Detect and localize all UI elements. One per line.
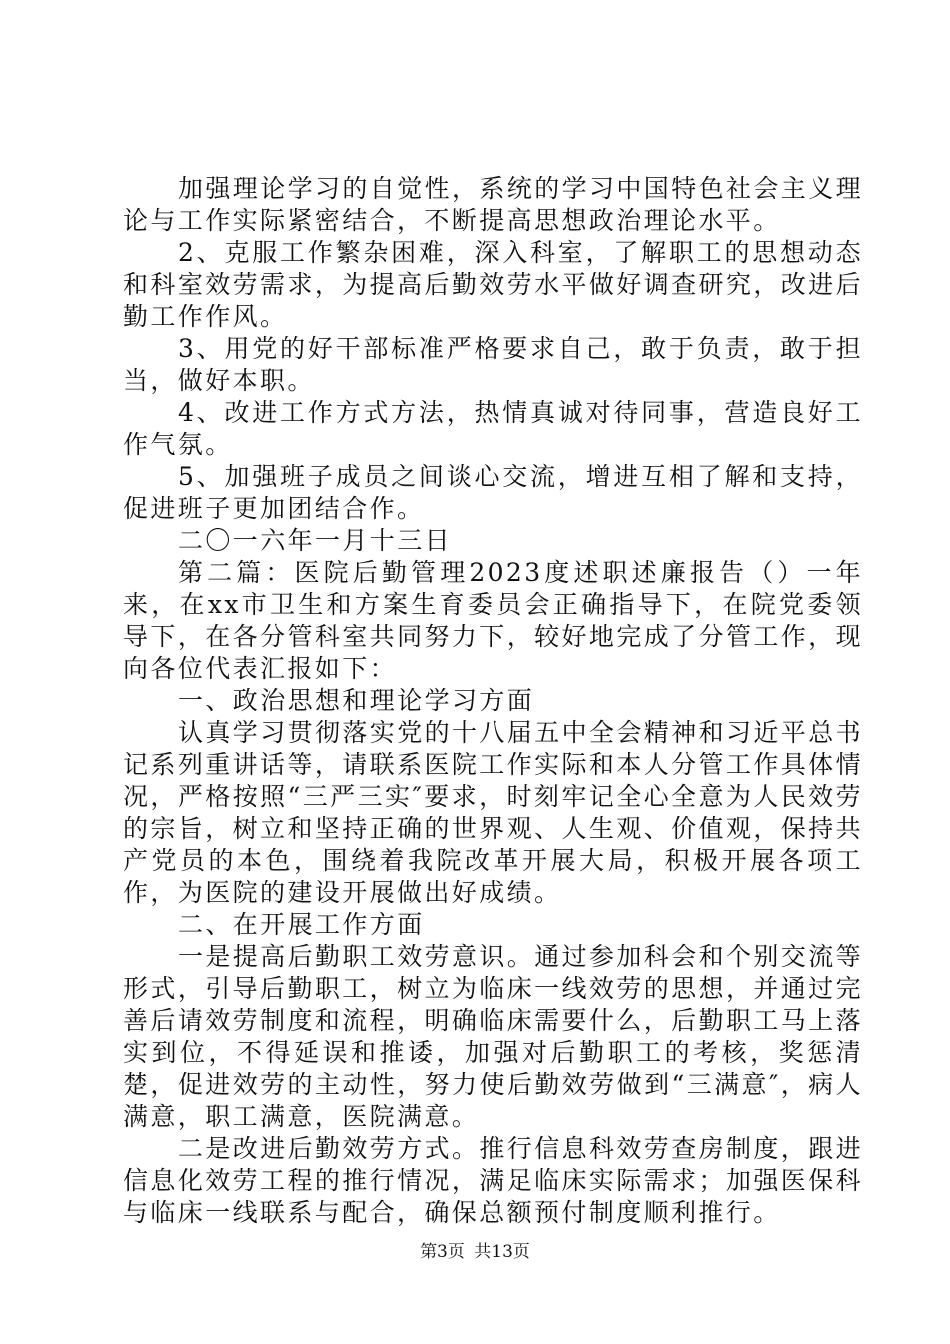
- paragraph: 5、加强班子成员之间谈心交流，增进互相了解和支持，促进班子更加团结合作。: [123, 462, 863, 523]
- paragraph: 二是改进后勤效劳方式。推行信息科效劳查房制度，跟进信息化效劳工程的推行情况，满足临床实际需求；加强医保科与临床一线联系与配合，确保总额预付制度顺利推行。: [123, 1134, 864, 1227]
- paragraph: 3、用党的好干部标准严格要求自己，敢于负责，敢于担当，做好本职。: [123, 334, 863, 395]
- paragraph: 加强理论学习的自觉性，系统的学习中国特色社会主义理论与工作实际紧密结合，不断提高思想政治理论水平。: [123, 174, 864, 235]
- date-line: 二〇一六年一月十三日: [178, 526, 453, 555]
- page-footer: [0, 1242, 950, 1262]
- page-total: 共13页: [474, 1242, 530, 1262]
- document-body: [123, 173, 863, 1229]
- section-title-paragraph: 第二篇：医院后勤管理2023度述职述廉报告（）一年来，在xx市卫生和方案生育委员会正确指导下，在院党委领导下，在各分管科室共同努力下，较好地完成了分管工作，现向各位代表汇报如下：: [123, 558, 863, 683]
- page-number: 第3页: [420, 1242, 465, 1262]
- paragraph: 4、改进工作方式方法，热情真诚对待同事，营造良好工作气氛。: [123, 398, 863, 459]
- paragraph: 一是提高后勤职工效劳意识。通过参加科会和个别交流等形式，引导后勤职工，树立为临床一线效劳的思想，并通过完善后请效劳制度和流程，明确临床需要什么，后勤职工马上落实到位，不得延误和推诿，加强对后勤职工的考核，奖惩清楚，促进效劳的主动性，努力使后勤效劳做到“三满意″，病人满意，职工满意，医院满意。: [123, 942, 864, 1131]
- paragraph: 认真学习贯彻落实党的十八届五中全会精神和习近平总书记系列重讲话等，请联系医院工作实际和本人分管工作具体情况，严格按照“三严三实″要求，时刻牢记全心全意为人民效劳的宗旨，树立和坚持正确的世界观、人生观、价值观，保持共产党员的本色，围绕着我院改革开展大局，积极开展各项工作，为医院的建设开展做出好成绩。: [123, 718, 864, 907]
- section-heading: 一、政治思想和理论学习方面: [178, 686, 535, 715]
- paragraph: 2、克服工作繁杂困难，深入科室，了解职工的思想动态和科室效劳需求，为提高后勤效劳水平做好调查研究，改进后勤工作作风。: [123, 238, 863, 331]
- section-heading: 二、在开展工作方面: [178, 910, 425, 939]
